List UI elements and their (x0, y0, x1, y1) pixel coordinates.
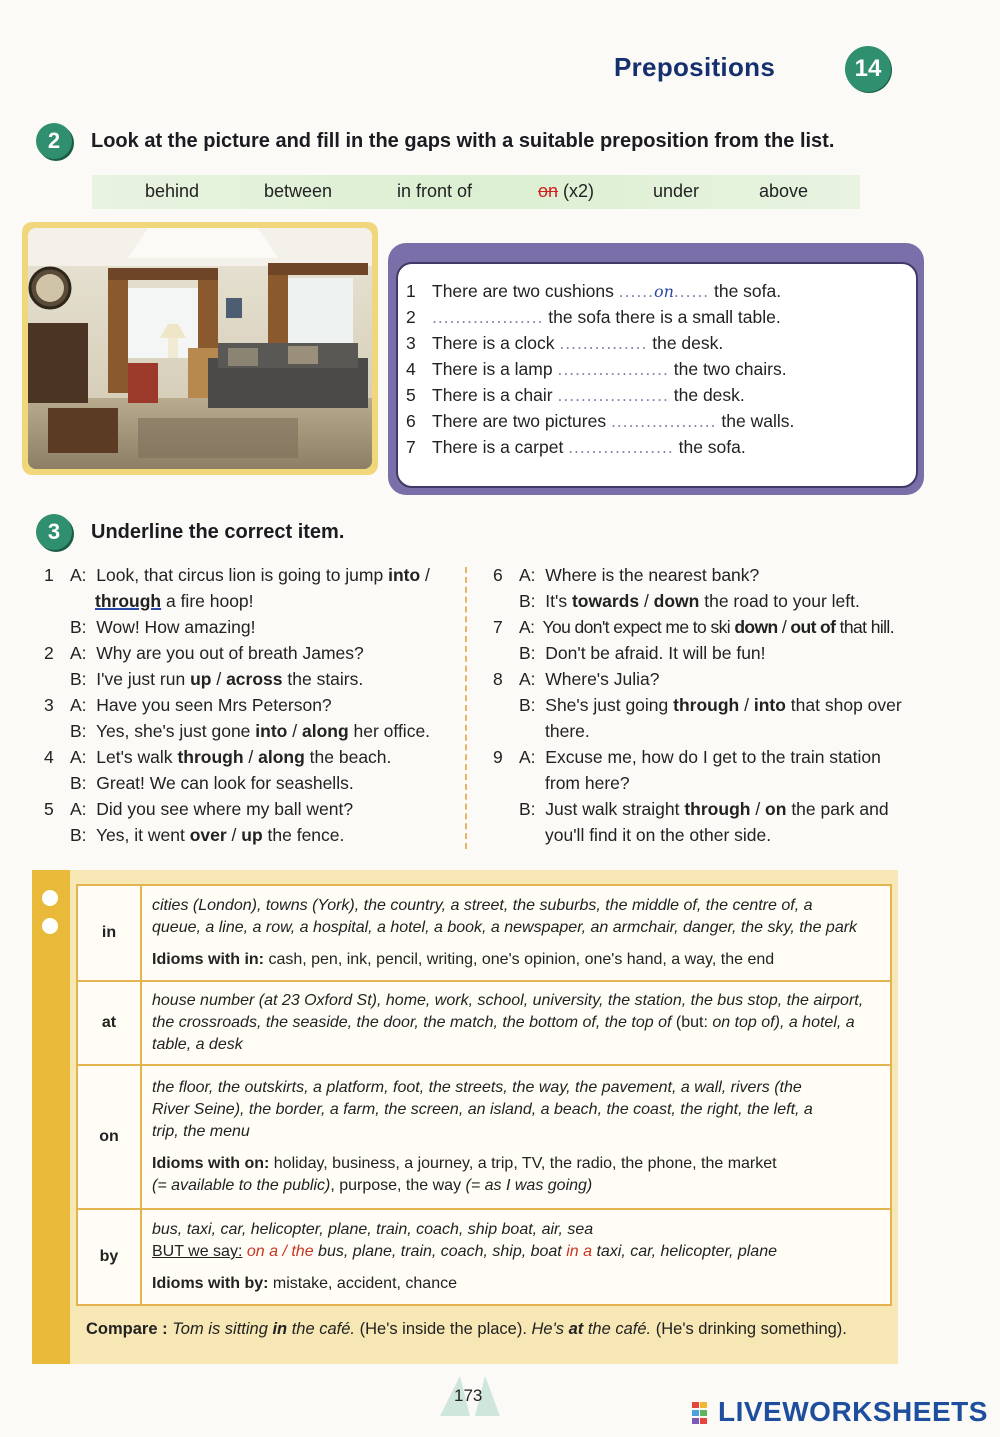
q9-b: B: Just walk straight through / on the park and (519, 799, 889, 819)
sentence-5: 5 There is a chair ................... the desk. (406, 385, 745, 405)
usage-in: cities (London), towns (York), the country, a street, the suburbs, the middle of, the centre of, a queue, a line, a row, a hospital, a hotel, a book, a newspaper, an armchair, danger, the sky, the park Idioms with in: cash, pen, ink, pencil, writing, one's opinion, one's hand, a way, the end (141, 885, 891, 981)
q1-b: B: Wow! How amazing! (70, 617, 256, 637)
exercise-3-instruction: Underline the correct item. (91, 521, 345, 543)
q3-option-into[interactable]: into (255, 721, 288, 741)
word-on-crossed: on (538, 181, 559, 201)
answer-4[interactable]: ................... (557, 359, 669, 379)
q4-b: B: Great! We can look for seashells. (70, 773, 354, 793)
q7-option-down[interactable]: down (734, 617, 778, 637)
q5-b: B: Yes, it went over / up the fence. (70, 825, 345, 845)
grammar-box-spine (32, 870, 70, 1364)
q2-b: B: I've just run up / across the stairs. (70, 669, 364, 689)
sentence-1: 1 There are two cushions ......on...... the sofa. (406, 281, 782, 301)
word-on-count: (x2) (563, 181, 595, 201)
word-behind: behind (145, 181, 200, 201)
page-number: 173 (454, 1386, 483, 1405)
usage-on: the floor, the outskirts, a platform, foot, the streets, the way, the pavement, a wall, rivers (the River Seine), the border, a farm, the screen, an island, a beach, the coast, the right, the left, a trip, the menu Idioms with on: holiday, business, a journey, a trip, TV, the radio, the phone, the market (= available to the public), purpose, the way (= as I was going) (141, 1065, 891, 1209)
answer-5[interactable]: ................... (557, 385, 669, 405)
q9-option-on[interactable]: on (765, 799, 787, 819)
q7-b: B: Don't be afraid. It will be fun! (519, 643, 766, 663)
living-room-photo (28, 228, 372, 469)
answer-1[interactable]: on (653, 282, 674, 301)
liveworksheets-logo-icon (692, 1402, 716, 1424)
binder-hole (42, 918, 58, 934)
q2-a: 2 A: Why are you out of breath James? (44, 643, 364, 663)
q8-b: B: She's just going through / into that shop over (519, 695, 902, 715)
sentence-6: 6 There are two pictures .................. the walls. (406, 411, 795, 431)
key-by: by (77, 1209, 141, 1305)
prepositions-table (76, 884, 892, 1306)
exercise-2-instruction: Look at the picture and fill in the gaps with a suitable preposition from the list. (91, 130, 835, 152)
row-on (77, 1065, 891, 1209)
exercise-2-number: 2 (36, 123, 72, 159)
q8-a: 8 A: Where's Julia? (493, 669, 660, 689)
q9-option-through[interactable]: through (684, 799, 751, 819)
q9-b-cont: you'll find it on the other side. (545, 825, 772, 845)
q6-a: 6 A: Where is the nearest bank? (493, 565, 760, 585)
answer-3[interactable]: ............... (559, 333, 648, 353)
q8-option-through[interactable]: through (673, 695, 740, 715)
unit-badge: 14 (845, 46, 891, 92)
liveworksheets-brand: LIVEWORKSHEETS (718, 1396, 988, 1427)
q5-option-up[interactable]: up (241, 825, 263, 845)
q6-b: B: It's towards / down the road to your left. (519, 591, 860, 611)
page-title: Prepositions (614, 52, 776, 82)
q7-a: 7 A: You don't expect me to ski down / out of that hill. (493, 617, 894, 637)
q2-option-across[interactable]: across (226, 669, 283, 689)
key-in: in (77, 885, 141, 981)
usage-by: bus, taxi, car, helicopter, plane, train, coach, ship boat, air, sea BUT we say: on a / the bus, plane, train, coach, ship, boat in a taxi, car, helicopter, plane Idioms with by: mistake, accident, chance (141, 1209, 891, 1305)
row-by (77, 1209, 891, 1305)
sentence-4: 4 There is a lamp ................... the two chairs. (406, 359, 787, 379)
q1-option-into[interactable]: into (388, 565, 421, 585)
row-in (77, 885, 891, 981)
q3-option-along[interactable]: along (301, 721, 349, 741)
q8-b-cont: there. (545, 721, 590, 741)
exercise-3-number: 3 (36, 514, 72, 550)
word-under: under (653, 181, 700, 201)
usage-at: house number (at 23 Oxford St), home, work, school, university, the station, the bus stop, the airport, the crossroads, the seaside, the door, the match, the bottom of, the top of (but: on top of), a hotel, a table, a desk (141, 981, 891, 1065)
q4-option-through[interactable]: through (177, 747, 244, 767)
sentences-panel (396, 262, 918, 488)
q7-option-out-of[interactable]: out of (790, 617, 836, 637)
q1-option-through[interactable]: through (95, 591, 162, 611)
q1-a: 1 A: Look, that circus lion is going to jump into / (44, 565, 430, 585)
sentence-2: 2 ................... the sofa there is a small table. (406, 307, 781, 327)
answer-2[interactable]: ................... (432, 307, 544, 327)
word-list (92, 175, 860, 209)
q5-option-over[interactable]: over (189, 825, 227, 845)
column-divider (465, 567, 467, 849)
q2-option-up[interactable]: up (190, 669, 212, 689)
compare-note: Compare : Tom is sitting in the café. (He's inside the place). He's at the café. (He's drinking something). (86, 1320, 847, 1338)
word-above: above (759, 181, 809, 201)
key-on: on (77, 1065, 141, 1209)
q3-a: 3 A: Have you seen Mrs Peterson? (44, 695, 332, 715)
key-at: at (77, 981, 141, 1065)
q1-a-cont: through a fire hoop! (95, 591, 254, 611)
q8-option-into[interactable]: into (753, 695, 786, 715)
q4-a: 4 A: Let's walk through / along the beach. (44, 747, 392, 767)
q6-option-towards[interactable]: towards (571, 591, 640, 611)
q3-b: B: Yes, she's just gone into / along her office. (70, 721, 431, 741)
binder-hole (42, 890, 58, 906)
word-in-front-of: in front of (397, 181, 473, 201)
sentence-3: 3 There is a clock ............... the desk. (406, 333, 724, 353)
answer-6[interactable]: .................. (610, 411, 717, 431)
row-at (77, 981, 891, 1065)
q9-a: 9 A: Excuse me, how do I get to the train station (493, 747, 881, 767)
sentence-7: 7 There is a carpet .................. the sofa. (406, 437, 746, 457)
q4-option-along[interactable]: along (258, 747, 305, 767)
word-between: between (264, 181, 333, 201)
answer-7[interactable]: .................. (568, 437, 674, 457)
q9-a-cont: from here? (545, 773, 630, 793)
q6-option-down[interactable]: down (653, 591, 700, 611)
q5-a: 5 A: Did you see where my ball went? (44, 799, 354, 819)
